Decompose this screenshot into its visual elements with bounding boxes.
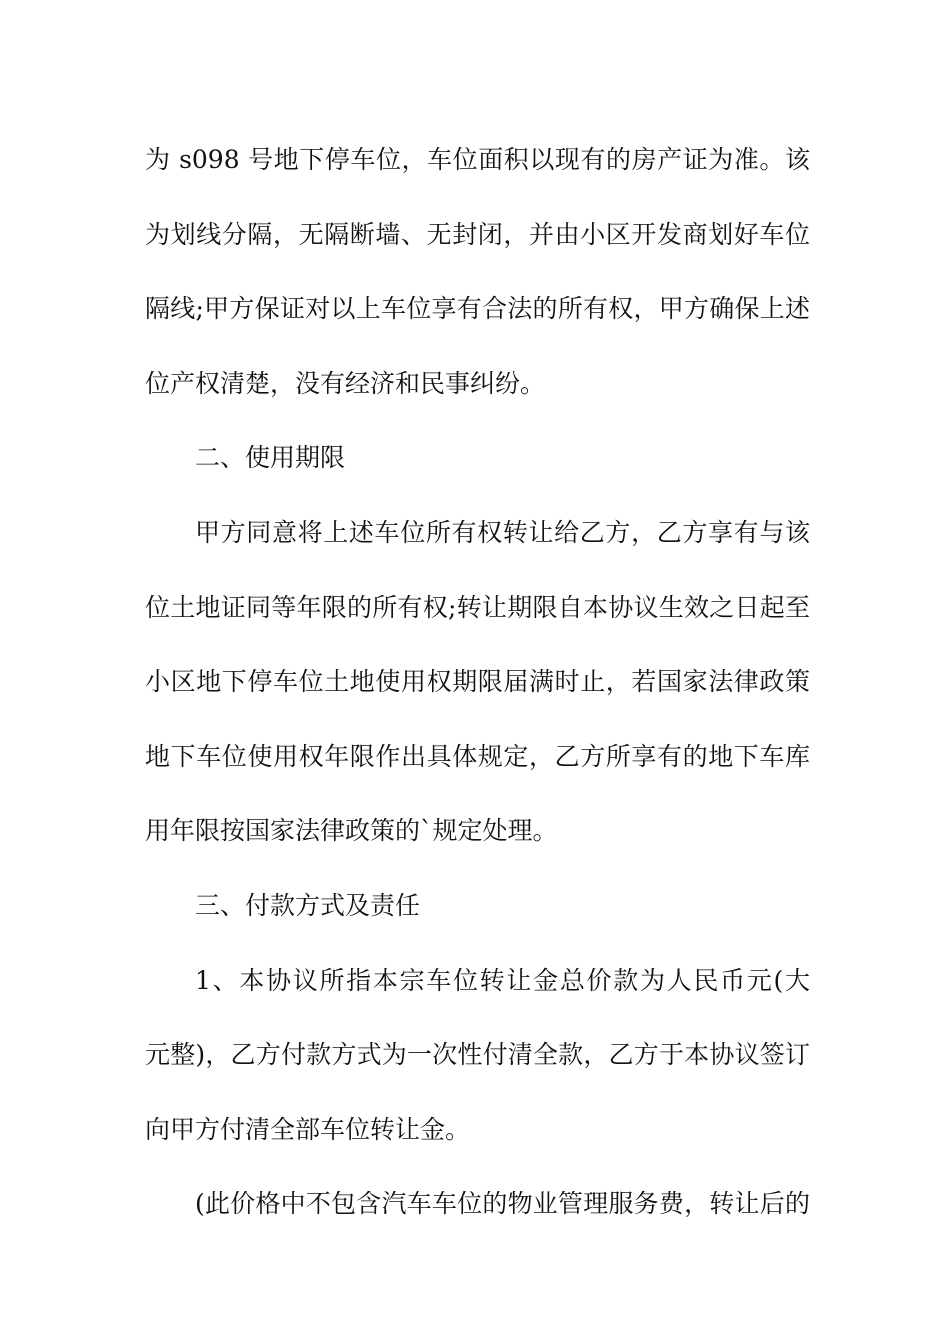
text-line: 为 s098 号地下停车位，车位面积以现有的房产证为准。该 (145, 145, 810, 174)
text-line: 元整)，乙方付款方式为一次性付清全款，乙方于本协议签订 (145, 1040, 810, 1070)
text-line: 向甲方付清全部车位转让金。 (145, 1114, 471, 1144)
paragraph-usage-period (145, 496, 810, 869)
text-line: 位土地证同等年限的所有权;转让期限自本协议生效之日起至 (145, 592, 810, 622)
section-heading-payment: 三、付款方式及责任 (195, 890, 421, 920)
text-line: 地下车位使用权年限作出具体规定，乙方所享有的地下车库 (145, 741, 810, 771)
document-body (145, 123, 810, 1242)
text-line: 位产权清楚，没有经济和民事纠纷。 (145, 368, 546, 398)
paragraph-payment-terms (145, 944, 810, 1168)
text-line: (此价格中不包含汽车车位的物业管理服务费，转让后的 (195, 1189, 810, 1219)
text-line: 小区地下停车位土地使用权期限届满时止，若国家法律政策 (145, 667, 810, 697)
paragraph-vehicle-space-description (145, 123, 810, 421)
text-line: 用年限按国家法律政策的`规定处理。 (145, 816, 558, 846)
text-line: 为划线分隔，无隔断墙、无封闭，并由小区开发商划好车位 (145, 219, 810, 249)
section-heading-usage-period: 二、使用期限 (195, 443, 346, 473)
text-line: 1、本协议所指本宗车位转让金总价款为人民币元(大 (195, 965, 810, 995)
paragraph-price-note (145, 1167, 810, 1242)
text-line: 隔线;甲方保证对以上车位享有合法的所有权，甲方确保上述 (145, 294, 810, 324)
text-line: 甲方同意将上述车位所有权转让给乙方，乙方享有与该 (195, 517, 810, 547)
